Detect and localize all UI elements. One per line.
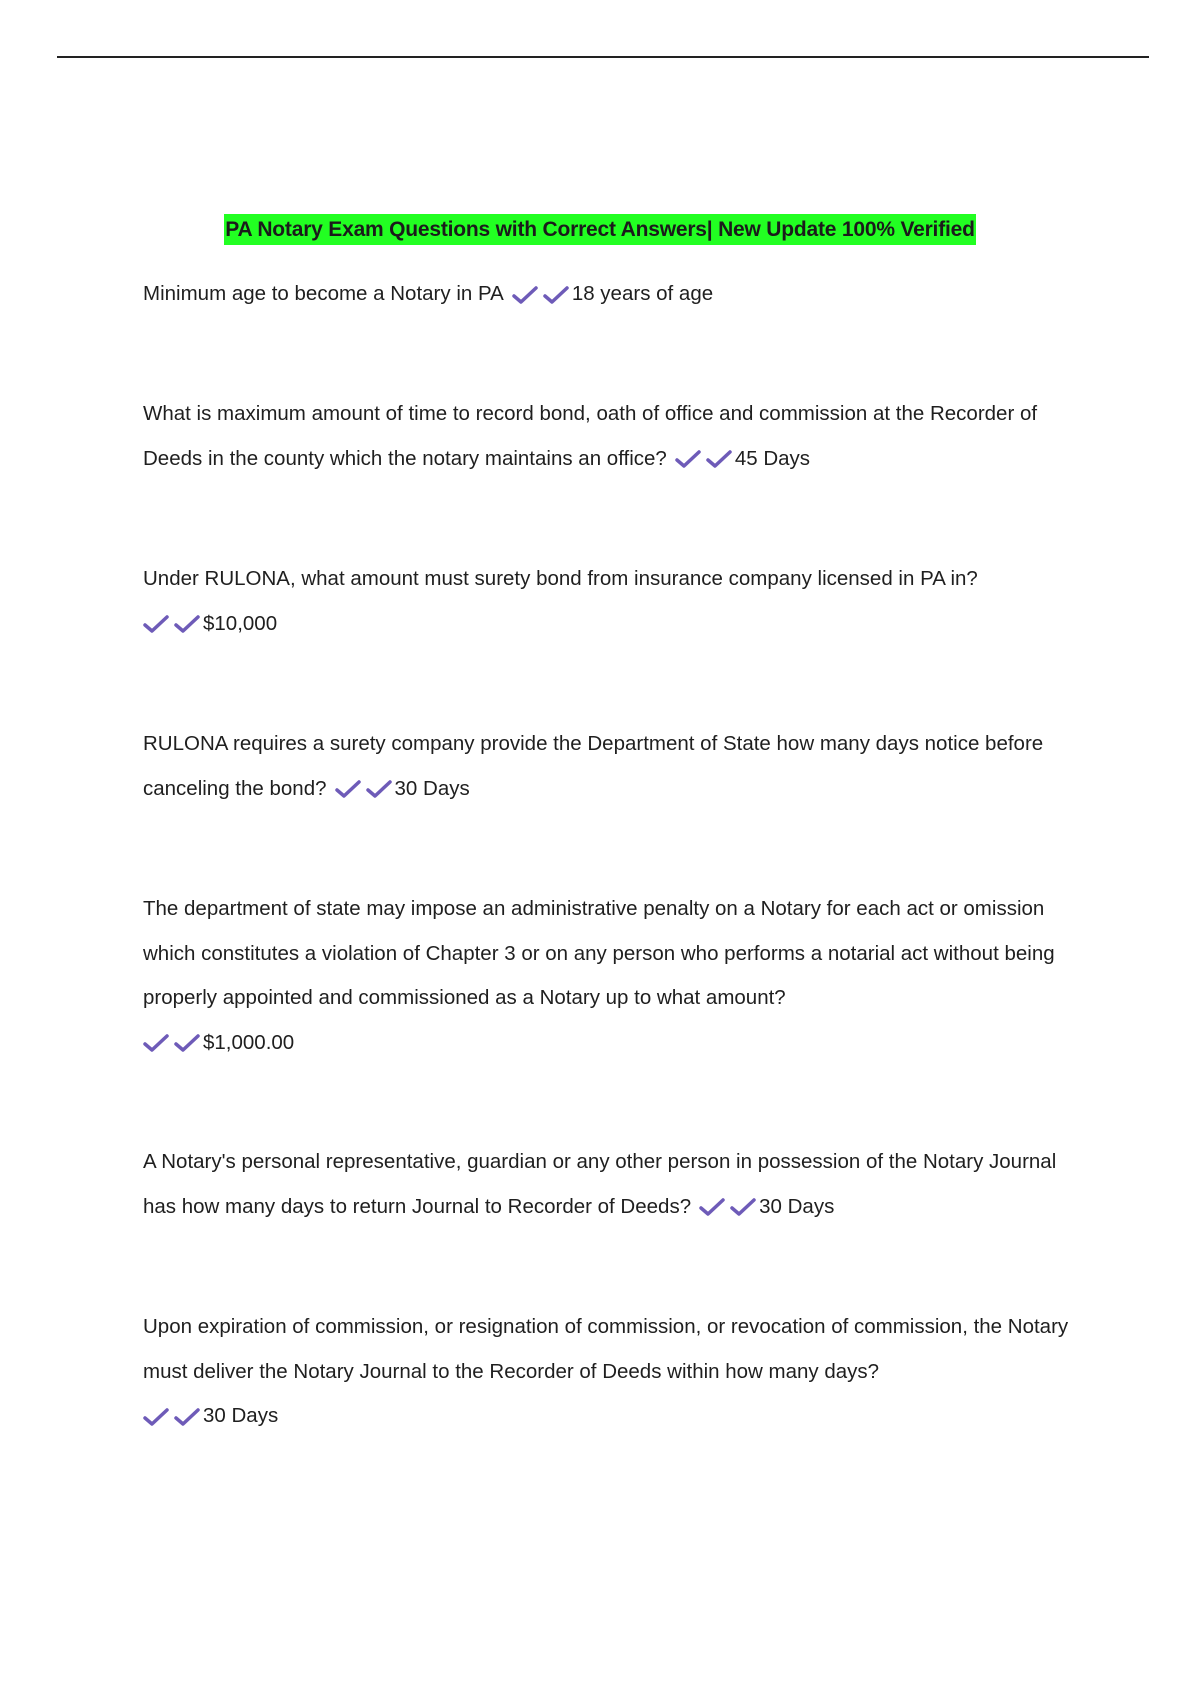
qa-item-2 bbox=[143, 392, 1083, 481]
answer-text: $1,000.00 bbox=[203, 1030, 295, 1054]
qa-item-4 bbox=[143, 722, 1083, 811]
double-check-icon bbox=[335, 778, 393, 800]
double-check-icon bbox=[512, 284, 570, 306]
double-check-icon bbox=[143, 1032, 201, 1054]
qa-item-7 bbox=[143, 1305, 1083, 1439]
question-text: The department of state may impose an administrative penalty on a Notary for each act or omission which constitutes a violation of Chapter 3 or on any person who performs a notarial act without being properly appointed and commissioned as a Notary up to what amount? bbox=[143, 897, 1055, 1009]
question-text: What is maximum amount of time to record bond, oath of office and commission at the Recorder of Deeds in the county which the notary maintains an office? bbox=[143, 402, 1038, 470]
qa-item-6 bbox=[143, 1140, 1083, 1229]
qa-item-5 bbox=[143, 887, 1083, 1065]
double-check-icon bbox=[675, 448, 733, 470]
question-text: Upon expiration of commission, or resignation of commission, or revocation of commission, the Notary must deliver the Notary Journal to the Recorder of Deeds within how many days? bbox=[143, 1315, 1069, 1383]
header-rule bbox=[57, 56, 1149, 58]
answer-text: 30 Days bbox=[759, 1194, 835, 1218]
qa-item-3 bbox=[143, 557, 1083, 646]
question-text: RULONA requires a surety company provide the Department of State how many days notice before canceling the bond? bbox=[143, 732, 1044, 800]
document-title: PA Notary Exam Questions with Correct Answers| New Update 100% Verified bbox=[224, 214, 975, 245]
question-text: A Notary's personal representative, guardian or any other person in possession of the Notary Journal has how many days to return Journal to Recorder of Deeds? bbox=[143, 1150, 1057, 1218]
double-check-icon bbox=[143, 1406, 201, 1428]
answer-text: $10,000 bbox=[203, 611, 278, 635]
double-check-icon bbox=[699, 1196, 757, 1218]
question-text: Under RULONA, what amount must surety bond from insurance company licensed in PA in? bbox=[143, 567, 978, 590]
double-check-icon bbox=[143, 613, 201, 635]
question-text: Minimum age to become a Notary in PA bbox=[143, 282, 504, 305]
title-block bbox=[0, 214, 1200, 245]
answer-text: 18 years of age bbox=[571, 282, 714, 305]
qa-item-1 bbox=[143, 272, 1083, 317]
answer-text: 30 Days bbox=[394, 776, 470, 800]
answer-text: 30 Days bbox=[203, 1404, 279, 1427]
answer-text: 45 Days bbox=[734, 446, 811, 470]
